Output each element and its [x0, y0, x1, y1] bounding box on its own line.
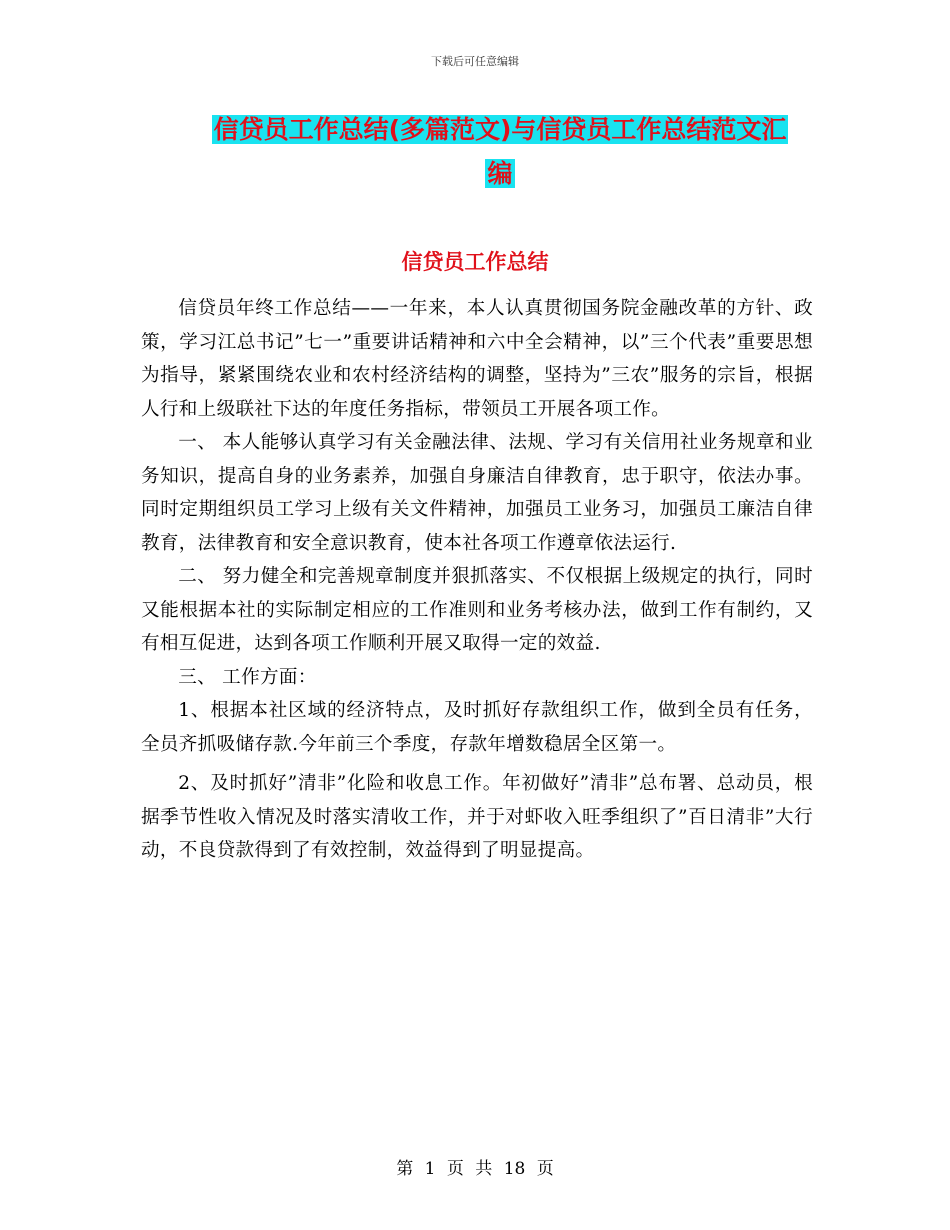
document-title-line-1: 信贷员工作总结(多篇范文)与信贷员工作总结范文汇: [213, 115, 787, 144]
paragraph-point-2: 二、 努力健全和完善规章制度并狠抓落实、不仅根据上级规定的执行，同时又能根据本社的实际制定相应的工作准则和业务考核办法，做到工作有制约，又有相互促进，达到各项工作顺利开展又取得一定的效益.: [141, 566, 813, 654]
paragraph-point-3-heading: 三、 工作方面：: [178, 666, 317, 688]
document-title-line-2: 编: [487, 159, 513, 188]
paragraph-point-1: 一、 本人能够认真学习有关金融法律、法规、学习有关信用社业务规章和业务知识，提高自身的业务素养，加强自身廉洁自律教育，忠于职守，依法办事。同时定期组织员工学习上级有关文件精神，加强员工业务习，加强员工廉洁自律教育，法律教育和安全意识教育，使本社各项工作遵章依法运行.: [141, 432, 813, 554]
section-title: 信贷员工作总结: [401, 250, 549, 274]
paragraph-item-2: 2、及时抓好”清非”化险和收息工作。年初做好”清非”总布署、总动员，根据季节性收入情况及时落实清收工作，并于对虾收入旺季组织了”百日清非”大行动，不良贷款得到了有效控制，效益得到了明显提高。: [141, 773, 813, 861]
document-title: [150, 108, 850, 196]
paragraph-item-1: 1、根据本社区域的经济特点，及时抓好存款组织工作，做到全员有任务，全员齐抓吸储存款.今年前三个季度，存款年增数稳居全区第一。: [141, 700, 813, 755]
header-note: 下载后可任意编辑: [431, 55, 519, 68]
page-footer: 第 1 页 共 18 页: [396, 1159, 554, 1179]
document-body: [141, 292, 813, 868]
paragraph-intro: 信贷员年终工作总结——一年来，本人认真贯彻国务院金融改革的方针、政策，学习江总书记”七一”重要讲话精神和六中全会精神，以”三个代表”重要思想为指导，紧紧围绕农业和农村经济结构的调整，坚持为”三农”服务的宗旨，根据人行和上级联社下达的年度任务指标，带领员工开展各项工作。: [141, 298, 813, 420]
